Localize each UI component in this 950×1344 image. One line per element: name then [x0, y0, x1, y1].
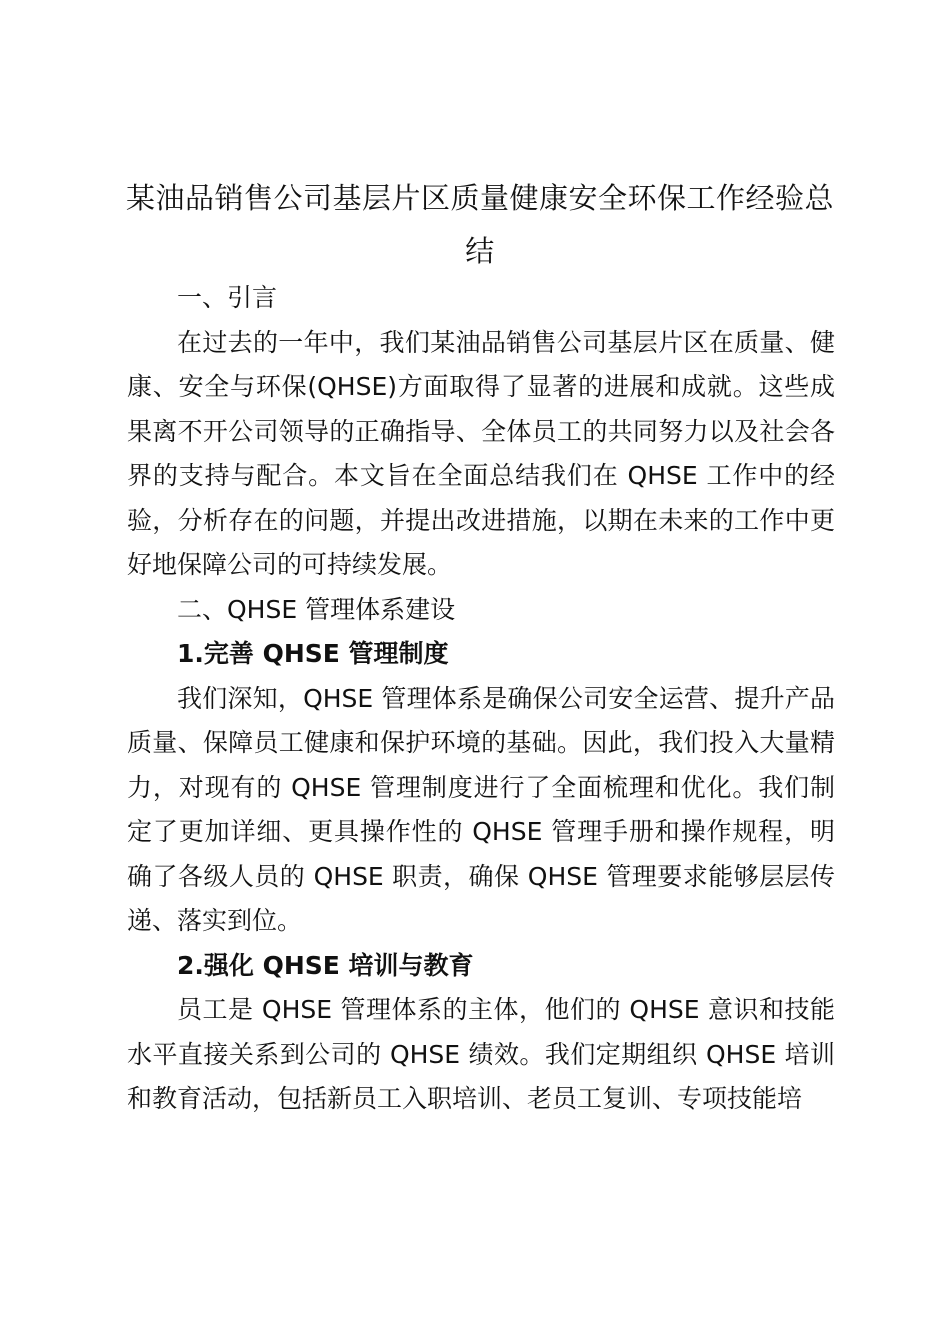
document-title: 某油品销售公司基层片区质量健康安全环保工作经验总结: [125, 181, 834, 268]
subheading-improve-rules: 1.完善 QHSE 管理制度: [177, 639, 449, 668]
document-body: [127, 276, 835, 1122]
subheading-training: 2.强化 QHSE 培训与教育: [177, 950, 474, 980]
section-heading-qhse-system: 二、QHSE 管理体系建设: [177, 594, 456, 624]
training-paragraph: 员工是 QHSE 管理体系的主体，他们的 QHSE 意识和技能水平直接关系到公司的 QHSE 绩效。我们定期组织 QHSE 培训和教育活动，包括新员工入职培训、老员工复训、专项技能培: [127, 995, 835, 1113]
improve-rules-paragraph: 我们深知，QHSE 管理体系是确保公司安全运营、提升产品质量、保障员工健康和保护环境的基础。因此，我们投入大量精力，对现有的 QHSE 管理制度进行了全面梳理和优化。我们制定了更加详细、更具操作性的 QHSE 管理手册和操作规程，明确了各级人员的 QHSE 职责，确保 QHSE 管理要求能够层层传递、落实到位。: [127, 683, 835, 935]
intro-paragraph: 在过去的一年中，我们某油品销售公司基层片区在质量、健康、安全与环保(QHSE)方面取得了显著的进展和成就。这些成果离不开公司领导的正确指导、全体员工的共同努力以及社会各界的支持与配合。本文旨在全面总结我们在 QHSE 工作中的经验，分析存在的问题，并提出改进措施，以期在未来的工作中更好地保障公司的可持续发展。: [127, 327, 835, 579]
section-heading-intro: 一、引言: [177, 283, 278, 312]
